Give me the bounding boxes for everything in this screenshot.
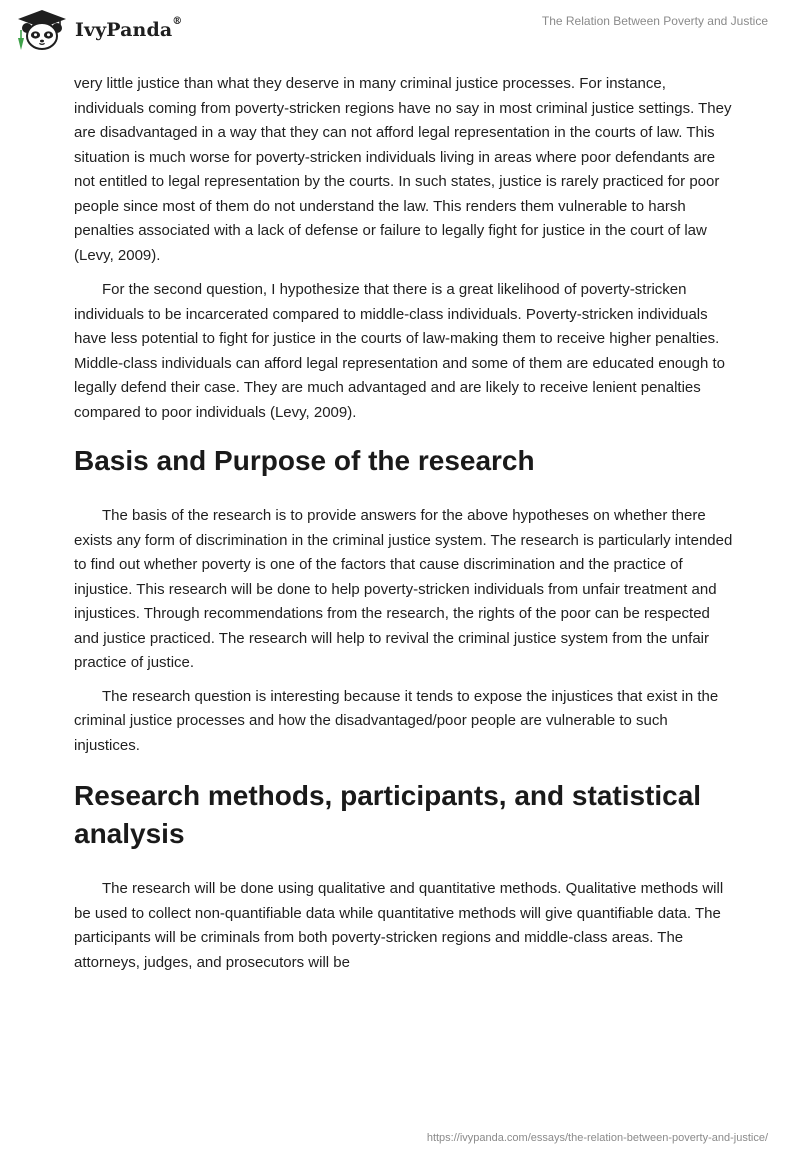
paragraph-3: The basis of the research is to provide answers for the above hypotheses on whether there exists any form of discrimination in the criminal justice system. The research is particularly intended to find out whether poverty is one of the factors that cause discrimination and the practice of injustice. This research will be done to help poverty-stricken individuals from unfair treatment and injustices. Through recommendations from the research, the rights of the poor can be respected and justice practiced. The research will help to revival the criminal justice system from the unfair practice of justice. xyxy=(74,507,733,671)
article-body xyxy=(74,72,734,975)
paragraph-4: The research question is interesting because it tends to expose the injustices that exist in the criminal justice processes and how the disadvantaged/poor people are vulnerable to such injustices. xyxy=(74,687,719,754)
panda-graduate-icon xyxy=(14,8,70,52)
document-title: The Relation Between Poverty and Justice xyxy=(541,14,768,28)
paragraph-2: For the second question, I hypothesize that there is a great likelihood of poverty-stricken individuals to be incarcerated compared to middle-class individuals. Poverty-stricken individuals have less potential to fight for justice in the courts of law-making them to receive higher penalties. Middle-class individuals can afford legal representation and some of them are educated enough to legally defend their case. They are much advantaged and are likely to receive lenient penalties compared to poor individuals (Levy, 2009). xyxy=(74,281,725,421)
section-heading-basis: Basis and Purpose of the research xyxy=(74,445,535,476)
source-url[interactable]: https://ivypanda.com/essays/the-relation-between-poverty-and-justice/ xyxy=(426,1132,768,1144)
brand-name: IvyPanda® xyxy=(75,16,183,41)
section-heading-methods: Research methods, participants, and statistical analysis xyxy=(74,780,702,849)
paragraph-1: very little justice than what they deserve in many criminal justice processes. For instance, individuals coming from poverty-stricken regions have no say in most criminal justice settings. They are disadvantaged in a way that they can not afford legal representation in the courts of law. This situation is much worse for poverty-stricken individuals living in areas where poor defendants are not entitled to legal representation by the courts. In such states, justice is rarely practiced for poor people since most of them do not understand the law. This renders them vulnerable to harsh penalties associated with a lack of defense or failure to legally fight for justice in the court of law (Levy, 2009). xyxy=(74,75,732,264)
registered-mark: ® xyxy=(172,16,183,27)
paragraph-5: The research will be done using qualitative and quantitative methods. Qualitative methods will be used to collect non-quantifiable data while quantitative methods will give quantifiable data. The participants will be criminals from both poverty-stricken regions and middle-class areas. The attorneys, judges, and prosecutors will be xyxy=(74,880,724,971)
brand-logo[interactable] xyxy=(14,8,182,52)
page-header xyxy=(0,0,800,64)
